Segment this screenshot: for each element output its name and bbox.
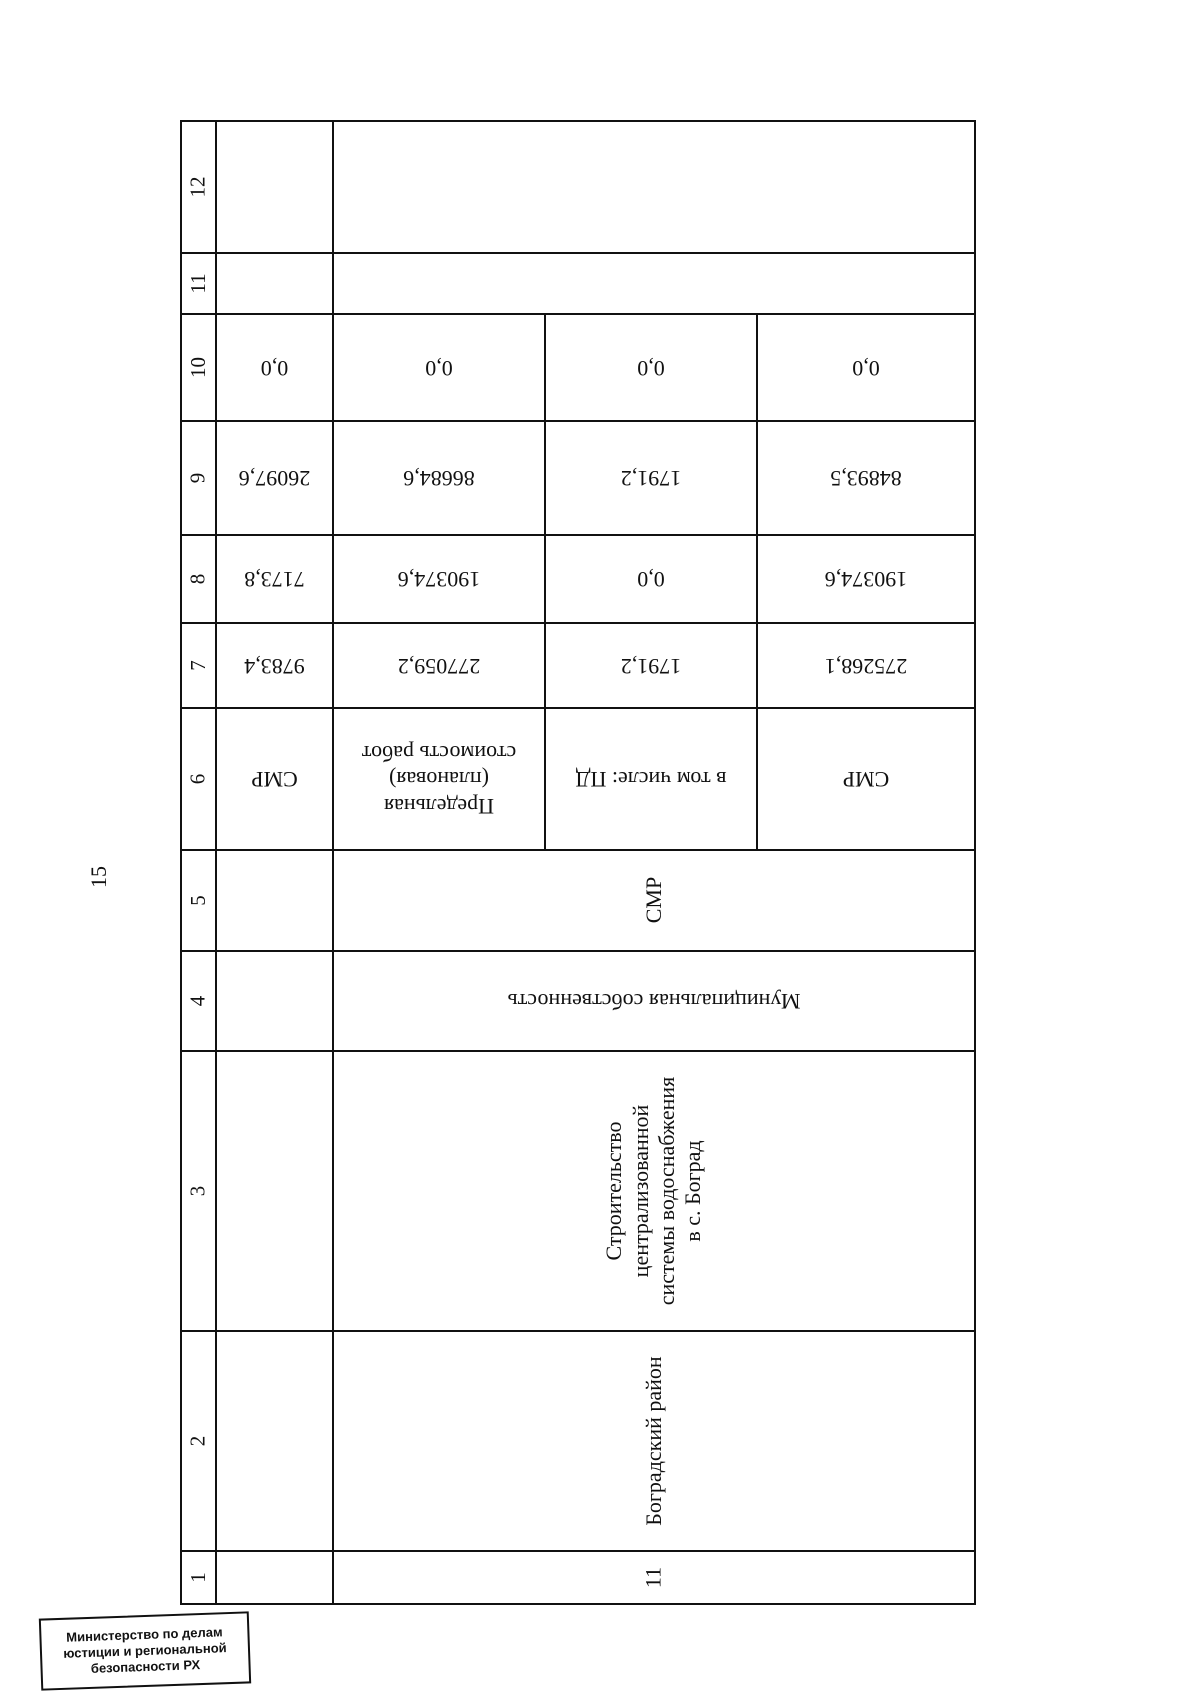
row-line (182, 849, 974, 851)
cost-line: в том числе: ПД (575, 767, 727, 793)
entry-col4: Муниципальная собственность (507, 989, 801, 1015)
top-row-col8: 7173,8 (244, 567, 305, 593)
subrow1-col6 (334, 709, 544, 849)
entry-line: централизованной (627, 1104, 653, 1278)
subrow1-col7: 277059,2 (397, 653, 481, 679)
header-3: 3 (185, 1185, 210, 1197)
page-number: 15 (86, 866, 111, 888)
top-row-col9: 26097,6 (238, 466, 311, 492)
header-11: 11 (185, 273, 210, 294)
entry-line: в с. Боград (680, 1140, 706, 1242)
subrow2-col9: 1791,2 (620, 466, 682, 492)
subrow3-col8: 190374,6 (824, 567, 908, 593)
stamp-line: юстиции и региональной (63, 1640, 227, 1661)
header-12: 12 (185, 176, 210, 198)
subrow2-col8: 0,0 (637, 567, 665, 593)
header-2: 2 (185, 1435, 210, 1447)
top-row-col7: 9783,4 (244, 653, 305, 679)
header-9: 9 (185, 472, 210, 484)
top-row-col6: СМР (251, 767, 298, 793)
subrow3-col10: 0,0 (852, 355, 880, 381)
header-5: 5 (185, 895, 210, 906)
rotated-table (180, 120, 976, 1605)
header-4: 4 (185, 995, 210, 1007)
cost-line: СМР (842, 767, 890, 793)
subrow1-col9: 86684,6 (403, 466, 475, 492)
ministry-stamp (39, 1611, 251, 1690)
header-8: 8 (185, 573, 210, 585)
entry-col1: 11 (640, 1566, 666, 1589)
subrow2-col10: 0,0 (637, 355, 665, 381)
subrow1-col8: 190374,6 (397, 567, 481, 593)
entry-line: системы водоснабжения (654, 1076, 679, 1306)
top-row-col10: 0,0 (260, 355, 289, 381)
header-10: 10 (185, 357, 210, 378)
entry-col5: СМР (640, 876, 666, 924)
subrow3-col9: 84893,5 (830, 466, 902, 492)
subrow2-col7: 1791,2 (620, 653, 682, 679)
subrow3-col6 (758, 709, 974, 849)
header-6: 6 (185, 773, 210, 785)
entry-col2: Боградский район (640, 1356, 666, 1526)
entry-col3 (524, 1051, 784, 1331)
stamp-line: безопасности РХ (90, 1657, 201, 1677)
cost-line: Предельная (384, 793, 494, 819)
header-1: 1 (185, 1572, 210, 1583)
cost-line: (плановая) (389, 767, 489, 793)
entry-line: Строительство (601, 1121, 627, 1261)
subrow3-col7: 275268,1 (824, 653, 908, 679)
header-7: 7 (185, 660, 210, 671)
subrow1-col10: 0,0 (425, 355, 453, 381)
row-line (182, 252, 974, 254)
stamp-line: Министерство по делам (65, 1623, 223, 1645)
cost-line: стоимость работ (361, 740, 517, 766)
